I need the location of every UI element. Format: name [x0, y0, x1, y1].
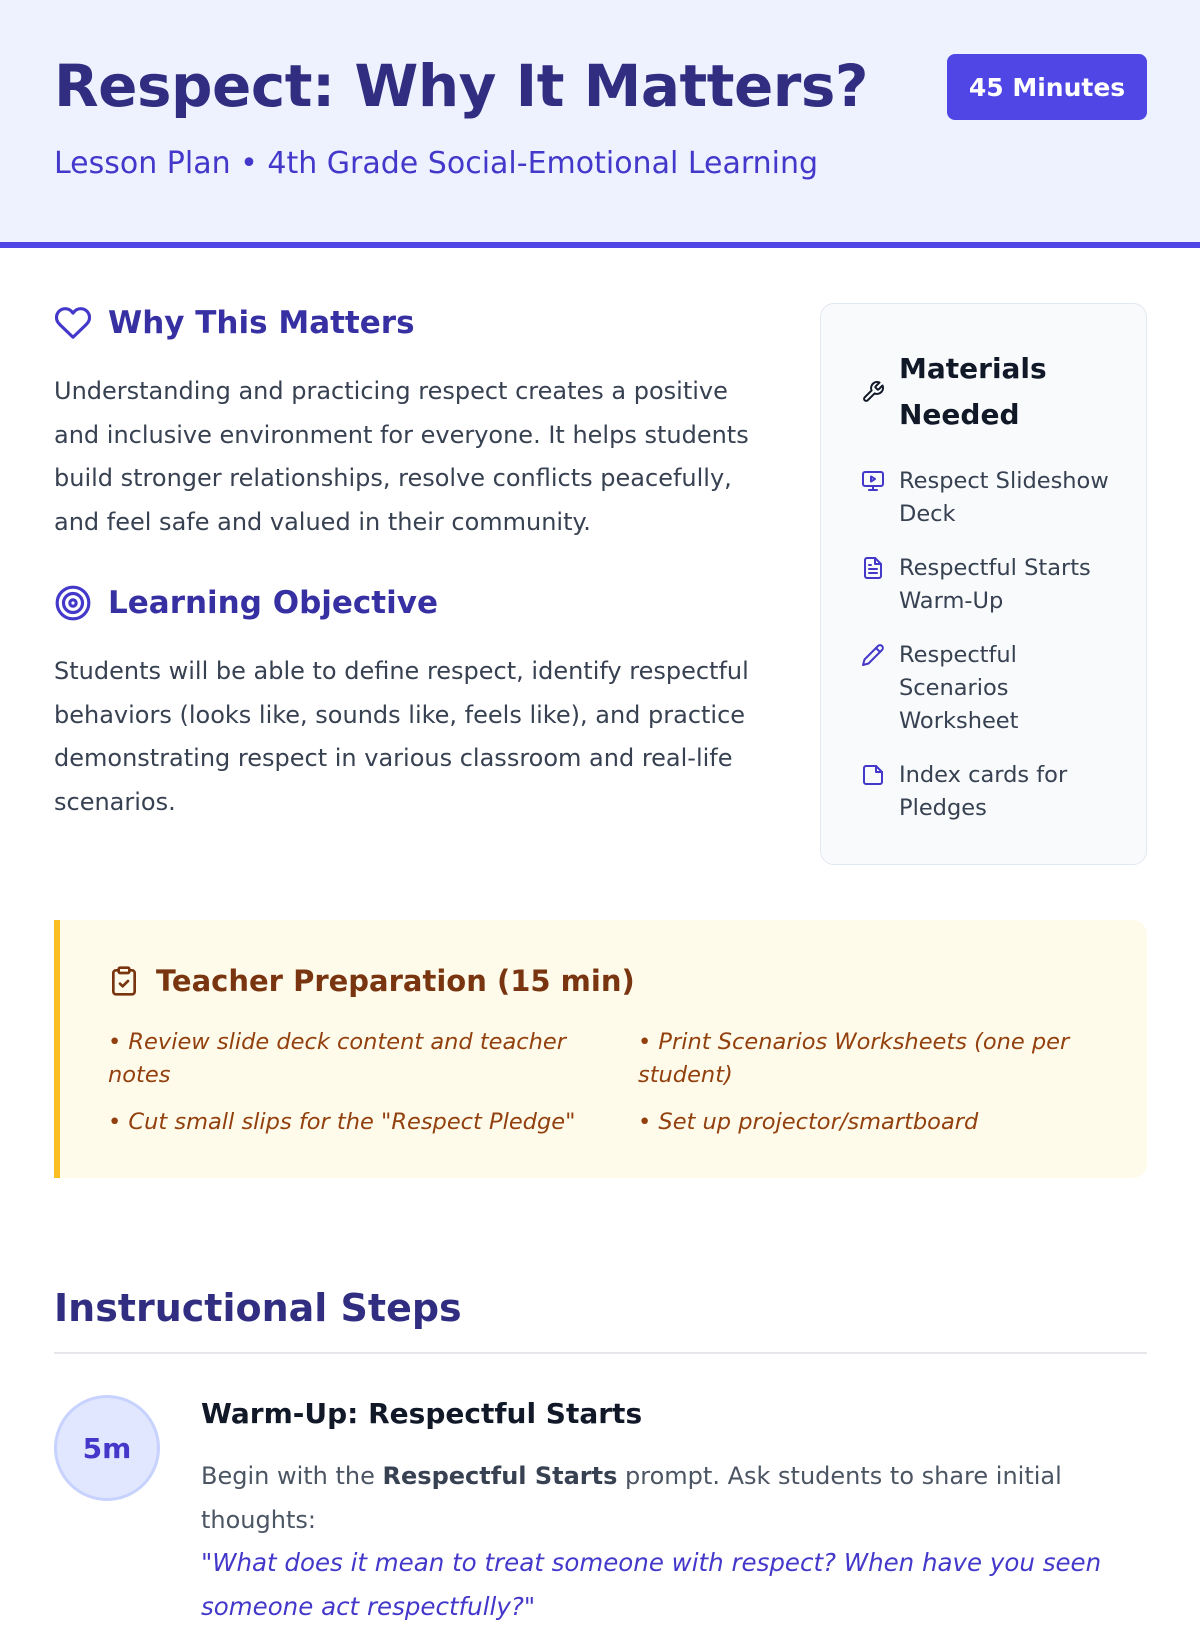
materials-card [820, 303, 1147, 865]
divider [54, 1352, 1147, 1354]
material-item [861, 465, 1109, 531]
objective-text: Students will be able to define respect, identify respectful behaviors (looks like, sounds like, feels like), and practice demonstrating respect in various classroom and real-life scenarios. [54, 657, 749, 816]
step-description [201, 1455, 1147, 1542]
step-title: Warm-Up: Respectful Starts [201, 1397, 643, 1430]
prep-item: • Review slide deck content and teacher notes [108, 1029, 566, 1088]
materials-heading [861, 346, 1079, 438]
steps-heading: Instructional Steps [54, 1286, 462, 1330]
pencil-icon [861, 643, 885, 667]
teacher-prep-card [54, 920, 1147, 1178]
materials-title: Materials Needed [899, 352, 1047, 431]
presentation-icon [861, 469, 885, 493]
material-label: Respectful Starts Warm-Up [899, 555, 1091, 614]
material-label: Index cards for Pledges [899, 762, 1068, 821]
prep-item: • Set up projector/smartboard [638, 1109, 979, 1135]
material-label: Respectful Scenarios Worksheet [899, 642, 1019, 734]
prep-item: • Print Scenarios Worksheets (one per student) [638, 1029, 1070, 1088]
document-icon [861, 556, 885, 580]
wrench-icon [861, 380, 885, 404]
duration-badge: 45 Minutes [947, 54, 1147, 120]
material-item [861, 552, 1109, 618]
step-body-pre: Begin with the [201, 1462, 383, 1490]
why-text: Understanding and practicing respect creates a positive and inclusive environment for everyone. It helps students build stronger relationships, resolve conflicts peacefully, and feel safe and valued in their community. [54, 377, 749, 536]
target-icon [54, 584, 92, 622]
material-item [861, 639, 1109, 738]
prep-item: • Cut small slips for the "Respect Pledge" [108, 1109, 576, 1135]
note-card-icon [861, 763, 885, 787]
step-duration-badge: 5m [54, 1395, 160, 1501]
clipboard-check-icon [108, 965, 140, 997]
heart-icon [54, 304, 92, 342]
header-banner [0, 0, 1200, 248]
step-body-bold: Respectful Starts [382, 1462, 618, 1490]
prep-heading-label: Teacher Preparation (15 min) [156, 964, 635, 998]
why-heading [54, 304, 415, 342]
why-heading-label: Why This Matters [108, 305, 415, 341]
material-item [861, 759, 1109, 825]
step-quote: "What does it mean to treat someone with respect? When have you seen someone act respectfully?" [201, 1548, 1102, 1621]
objective-heading-label: Learning Objective [108, 585, 438, 621]
objective-heading [54, 584, 438, 622]
page-title: Respect: Why It Matters? [54, 52, 869, 120]
page-subtitle: Lesson Plan • 4th Grade Social-Emotional Learning [54, 146, 819, 181]
prep-heading [108, 964, 635, 998]
material-label: Respect Slideshow Deck [899, 468, 1109, 527]
step-body-post: prompt. Ask students to share initial thoughts: [201, 1462, 1062, 1534]
